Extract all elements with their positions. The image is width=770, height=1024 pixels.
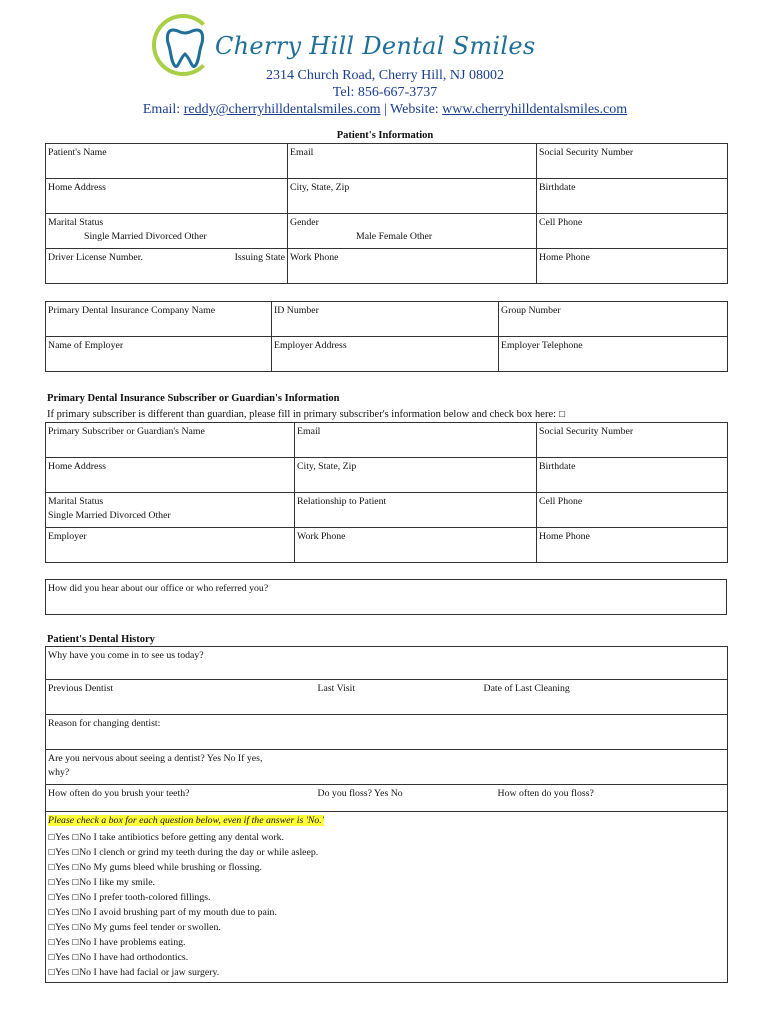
question-text: I have problems eating. [93,937,186,948]
subscriber-city-field[interactable]: City, State, Zip [295,458,537,493]
patient-info-title: Patient's Information [336,130,434,141]
yes-label: Yes [55,967,72,978]
subscriber-employer-field[interactable]: Employer [46,528,295,563]
website-link[interactable]: www.cherryhilldentalsmiles.com [442,102,628,117]
phone-line: Tel: 856-667-3737 [332,85,438,100]
website-label: | Website: [380,102,443,117]
address-line: 2314 Church Road, Cherry Hill, NJ 08002 [266,68,504,83]
checklist [48,830,725,980]
referral-field[interactable]: How did you hear about our office or who referred you? [46,580,727,615]
no-label: No [79,907,94,918]
dental-history-table [45,646,728,983]
patient-marital-field[interactable] [46,214,288,249]
subscriber-relationship-field[interactable]: Relationship to Patient [295,493,537,528]
yes-label: Yes [55,937,72,948]
email-label: Email: [142,102,184,117]
checklist-cell [46,812,728,983]
patient-email-field[interactable]: Email [288,144,537,179]
checklist-item [48,845,725,860]
patient-gender-field[interactable] [288,214,537,249]
yes-checkbox[interactable]: ☐ [48,893,56,902]
question-text: I take antibiotics before getting any dental work. [93,832,284,843]
subscriber-note [47,409,566,420]
subscriber-email-field[interactable]: Email [295,423,537,458]
patient-cell-field[interactable]: Cell Phone [537,214,728,249]
subscriber-ssn-field[interactable]: Social Security Number [537,423,728,458]
question-text: I have had orthodontics. [93,952,189,963]
marital-options[interactable]: Single Married Divorced Other [84,231,207,242]
no-checkbox[interactable]: ☐ [71,878,80,887]
checklist-item [48,965,725,980]
yes-label: Yes [55,892,72,903]
question-text: I prefer tooth-colored fillings. [93,892,211,903]
employer-address-field[interactable]: Employer Address [272,337,499,372]
checklist-item [48,830,725,845]
no-checkbox[interactable]: ☐ [71,833,80,842]
checklist-item [48,920,725,935]
checklist-item [48,935,725,950]
patient-city-field[interactable]: City, State, Zip [288,179,537,214]
subscriber-title: Primary Dental Insurance Subscriber or Guardian's Information [47,393,340,404]
checklist-item [48,890,725,905]
yes-checkbox[interactable]: ☐ [48,938,56,947]
question-text: I have had facial or jaw surgery. [93,967,220,978]
why-field[interactable]: Why have you come in to see us today? [46,647,728,680]
question-text: My gums bleed while brushing or flossing. [93,862,262,873]
subscriber-table [45,422,728,563]
no-label: No [79,892,94,903]
reason-field[interactable]: Reason for changing dentist: [46,715,728,750]
no-checkbox[interactable]: ☐ [71,938,80,947]
yes-checkbox[interactable]: ☐ [48,953,56,962]
yes-label: Yes [55,907,72,918]
subscriber-name-field[interactable]: Primary Subscriber or Guardian's Name [46,423,295,458]
subscriber-home-address-field[interactable]: Home Address [46,458,295,493]
yes-checkbox[interactable]: ☐ [48,923,56,932]
subscriber-work-phone-field[interactable]: Work Phone [295,528,537,563]
no-checkbox[interactable]: ☐ [71,863,80,872]
yes-checkbox[interactable]: ☐ [48,878,56,887]
no-label: No [79,937,94,948]
patient-name-field[interactable]: Patient's Name [46,144,288,179]
no-label: No [79,967,94,978]
checklist-item [48,950,725,965]
question-text: My gums feel tender or swollen. [93,922,221,933]
nervous-why: why? [48,767,70,778]
dental-history-title: Patient's Dental History [47,634,155,645]
subscriber-marital-options[interactable]: Single Married Divorced Other [48,510,171,521]
no-checkbox[interactable]: ☐ [71,923,80,932]
brush-field[interactable]: How often do you brush your teeth? [46,785,316,812]
checklist-item [48,860,725,875]
patient-info-table [45,143,728,284]
no-checkbox[interactable]: ☐ [71,968,80,977]
patient-work-phone-field[interactable]: Work Phone [288,249,537,284]
last-visit-field[interactable]: Last Visit [316,680,482,715]
letterhead [0,0,770,125]
floss-often-field[interactable]: How often do you floss? [482,785,728,812]
no-checkbox[interactable]: ☐ [71,848,80,857]
nervous-field[interactable] [46,750,728,785]
question-text: I avoid brushing part of my mouth due to pain. [93,907,277,918]
insurance-table [45,301,728,372]
subscriber-marital-field[interactable] [46,493,295,528]
yes-label: Yes [55,952,72,963]
question-text: I clench or grind my teeth during the day or while asleep. [93,847,319,858]
nervous-question[interactable]: Are you nervous about seeing a dentist? Yes No If yes, [48,753,263,764]
tooth-logo-icon [165,26,205,70]
patient-birthdate-field[interactable]: Birthdate [537,179,728,214]
floss-field[interactable]: Do you floss? Yes No [316,785,482,812]
yes-label: Yes [55,922,72,933]
yes-label: Yes [55,862,72,873]
employer-name-field[interactable]: Name of Employer [46,337,272,372]
yes-checkbox[interactable]: ☐ [48,833,56,842]
patient-home-address-field[interactable]: Home Address [46,179,288,214]
issuing-state-label: Issuing State [234,252,285,263]
checklist-item [48,905,725,920]
subscriber-cell-field[interactable]: Cell Phone [537,493,728,528]
employer-phone-field[interactable]: Employer Telephone [499,337,728,372]
checklist-item [48,875,725,890]
no-label: No [79,877,94,888]
no-label: No [79,862,94,873]
no-checkbox[interactable]: ☐ [71,953,80,962]
no-label: No [79,922,94,933]
no-label: No [79,952,94,963]
yes-label: Yes [55,877,72,888]
subscriber-birthdate-field[interactable]: Birthdate [537,458,728,493]
no-checkbox[interactable]: ☐ [71,908,80,917]
no-checkbox[interactable]: ☐ [71,893,80,902]
yes-label: Yes [55,847,72,858]
patient-license-field[interactable] [46,249,288,284]
insurance-group-field[interactable]: Group Number [499,302,728,337]
insurance-company-field[interactable]: Primary Dental Insurance Company Name [46,302,272,337]
question-text: I like my smile. [93,877,155,888]
brand-name: Cherry Hill Dental Smiles [215,32,536,60]
marital-label: Marital Status [48,217,104,228]
referral-table [45,579,727,615]
yes-label: Yes [55,832,72,843]
subscriber-marital-label: Marital Status [48,496,104,507]
patient-ssn-field[interactable]: Social Security Number [537,144,728,179]
no-label: No [79,847,94,858]
license-label: Driver License Number. [48,252,143,263]
insurance-id-field[interactable]: ID Number [272,302,499,337]
gender-label: Gender [290,217,319,228]
no-label: No [79,832,94,843]
subscriber-home-phone-field[interactable]: Home Phone [537,528,728,563]
last-cleaning-field[interactable]: Date of Last Cleaning [482,680,728,715]
email-link[interactable]: reddy@cherryhilldentalsmiles.com [183,102,381,117]
contact-line [0,102,770,118]
yes-checkbox[interactable]: ☐ [48,848,56,857]
subscriber-checkbox[interactable]: ☐ [558,410,566,419]
subscriber-note-text: If primary subscriber is different than guardian, please fill in primary subscriber's information below and check box here: [47,409,557,420]
patient-home-phone-field[interactable]: Home Phone [537,249,728,284]
yes-checkbox[interactable]: ☐ [48,968,56,977]
previous-dentist-field[interactable]: Previous Dentist [46,680,316,715]
yes-checkbox[interactable]: ☐ [48,908,56,917]
checklist-instruction: Please check a box for each question below, even if the answer is 'No.' [48,815,324,826]
gender-options[interactable]: Male Female Other [356,231,433,242]
yes-checkbox[interactable]: ☐ [48,863,56,872]
